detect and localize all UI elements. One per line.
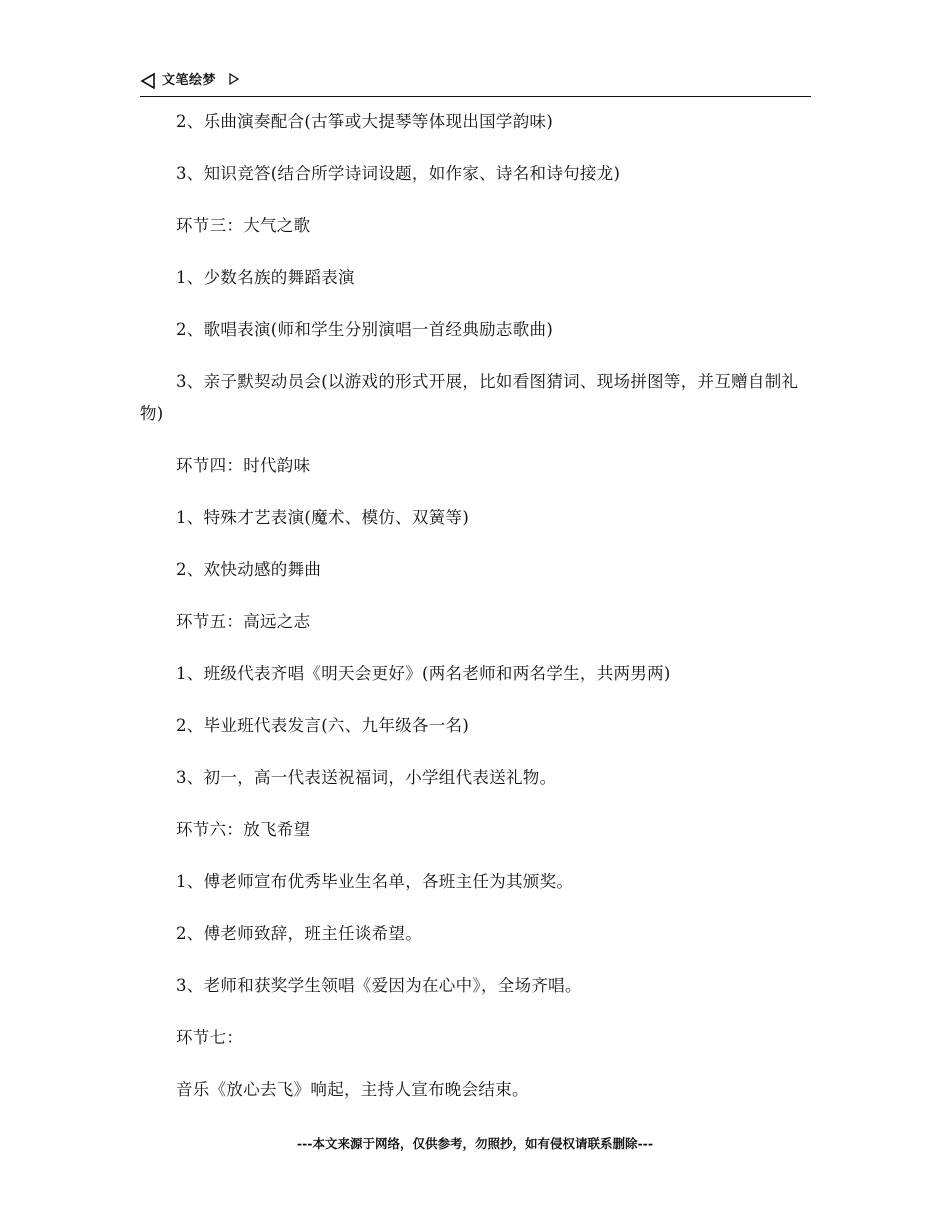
footer-notice: ---本文来源于网络，仅供参考，勿照抄，如有侵权请联系删除--- — [296, 1136, 654, 1151]
paragraph: 2、歌唱表演(师和学生分别演唱一首经典励志歌曲) — [176, 320, 554, 339]
brand-name: 文笔绘梦 — [162, 73, 217, 88]
paragraph: 2、欢快动感的舞曲 — [176, 560, 322, 579]
paragraph: 1、傅老师宣布优秀毕业生名单，各班主任为其颁奖。 — [176, 872, 574, 891]
left-triangle-icon — [140, 72, 156, 90]
document-body — [140, 106, 810, 1126]
section-heading: 环节五：高远之志 — [176, 612, 311, 631]
section-heading: 环节四：时代韵味 — [176, 456, 311, 475]
paragraph: 2、乐曲演奏配合(古筝或大提琴等体现出国学韵味) — [176, 112, 554, 131]
page-header — [140, 72, 811, 97]
paragraph: 3、亲子默契动员会(以游戏的形式开展，比如看图猜词、现场拼图等，并互赠自制礼物) — [140, 372, 799, 423]
paragraph: 1、特殊才艺表演(魔术、模仿、双簧等) — [176, 508, 470, 527]
paragraph: 1、班级代表齐唱《明天会更好》(两名老师和两名学生，共两男两) — [176, 664, 671, 683]
paragraph: 3、知识竞答(结合所学诗词设题，如作家、诗名和诗句接龙) — [176, 164, 621, 183]
paragraph: 3、初一，高一代表送祝福词，小学组代表送礼物。 — [176, 768, 557, 787]
paragraph: 2、傅老师致辞，班主任谈希望。 — [176, 924, 422, 943]
section-heading: 环节三：大气之歌 — [176, 216, 311, 235]
paragraph: 3、老师和获奖学生领唱《爱因为在心中》，全场齐唱。 — [176, 976, 582, 995]
paragraph: 音乐《放心去飞》响起，主持人宣布晚会结束。 — [176, 1080, 529, 1099]
paragraph: 1、少数名族的舞蹈表演 — [176, 268, 355, 287]
section-heading: 环节七： — [176, 1028, 244, 1047]
section-heading: 环节六：放飞希望 — [176, 820, 311, 839]
right-triangle-icon — [228, 72, 240, 86]
paragraph: 2、毕业班代表发言(六、九年级各一名) — [176, 716, 470, 735]
